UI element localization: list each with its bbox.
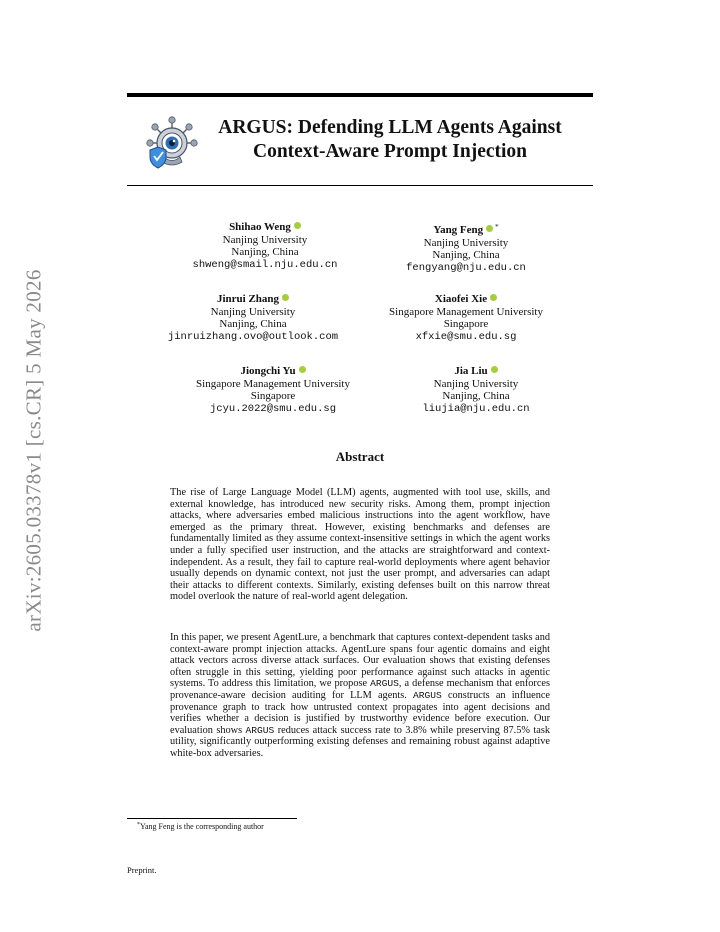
footnote [137,822,264,831]
orcid-icon[interactable] [491,366,498,373]
footnote-rule [127,818,297,819]
author-email: xfxie@smu.edu.sg [415,330,517,343]
corresponding-mark: * [495,223,499,231]
orcid-icon[interactable] [486,225,493,232]
abstract-text: In this paper, we present AgentLure, a benchmark that captures context-dependent tasks and context-aware prompt injection attacks. AgentLure spans four agentic domains and eight attack vectors across diverse attack surfaces. Our evaluation shows that existing defenses often struggle in this setting, yielding poor performance against such attacks in agentic systems. To address this limitation, we propose [170,632,550,690]
abstract-paragraph-1: The rise of Large Language Model (LLM) agents, augmented with tool use, skills, and external knowledge, has introduced new security risks. Among them, prompt injection attacks, where adversaries embed malicious instructions into the agent workflow, have emerged as the primary threat. However, existing benchmarks and defenses are fundamentally limited as they assume context-insensitive settings in which the agent works under a fully specified user instruction, and the attacks are straightforward and context-independent. As a result, they fail to capture real-world deployments where agent behavior usually depends on dynamic context, not just the user prompt, and adversaries can adapt their attacks to different contexts. Similarly, existing defenses built on this narrow threat model overlook the nature of real-world agent delegation. [170,487,550,603]
system-name: ARGUS [245,724,275,736]
author-location: Nanjing, China [442,390,510,402]
author-email: liujia@nju.edu.cn [422,402,530,415]
orcid-icon[interactable] [282,294,289,301]
author-email: fengyang@nju.edu.cn [406,261,526,274]
argus-logo-icon [144,114,200,170]
author-affiliation: Nanjing University [222,233,308,246]
title-rule-top [127,93,593,97]
system-name: ARGUS [370,678,399,690]
footnote-text: Yang Feng is the corresponding author [140,822,264,831]
author-location: Nanjing, China [432,249,500,261]
author-affiliation: Nanjing University [210,305,296,318]
abstract-paragraph-2 [170,632,550,760]
abstract-heading: Abstract [335,449,385,464]
author-affiliation: Singapore Management University [389,305,543,318]
author-block [346,221,586,274]
author-email: jcyu.2022@smu.edu.sg [209,402,337,415]
author-name: Shihao Weng [229,221,291,233]
author-email: shweng@smail.nju.edu.cn [192,258,338,271]
arxiv-id: arXiv:2605.03378v1 [cs.CR] 5 May 2026 [21,268,46,632]
author-affiliation: Singapore Management University [196,377,350,390]
author-location: Nanjing, China [231,246,299,258]
author-name: Jiongchi Yu [240,365,296,377]
author-block [133,293,373,343]
title-line-2: Context-Aware Prompt Injection [252,141,528,162]
author-location: Singapore [250,390,296,402]
author-block [356,365,596,415]
author-name: Jinrui Zhang [216,293,280,305]
abstract-text: constructs an influence provenance graph to track how untrusted context propagates into agent decisions and verifies whether a decision is justified by trustworthy evidence before execution. Our evaluation shows [170,689,550,736]
author-affiliation: Nanjing University [423,236,509,249]
author-affiliation: Nanjing University [433,377,519,390]
abstract-text: , a defense mechanism that enforces provenance-aware decision auditing for LLM agents. [170,678,550,701]
arxiv-stamp [14,250,54,650]
author-name: Xiaofei Xie [434,293,488,305]
orcid-icon[interactable] [299,366,306,373]
abstract-text: reduces attack success rate to 3.8% while preserving 87.5% task utility, significantly outperforming existing defenses and remaining robust against adaptive white-box adversaries. [170,724,550,759]
author-name: Jia Liu [454,365,488,377]
orcid-icon[interactable] [294,222,301,229]
author-location: Nanjing, China [219,318,287,330]
orcid-icon[interactable] [490,294,497,301]
preprint-label: Preprint. [127,865,157,875]
author-email: jinruizhang.ovo@outlook.com [167,330,339,343]
author-location: Singapore [443,318,489,330]
system-name: ARGUS [413,689,442,701]
title-rule-bottom [127,185,593,186]
author-block [346,293,586,343]
paper-title [200,116,580,164]
author-name: Yang Feng [433,224,484,236]
footnote-mark: * [137,822,140,828]
title-line-1: ARGUS: Defending LLM Agents Against [218,117,562,138]
